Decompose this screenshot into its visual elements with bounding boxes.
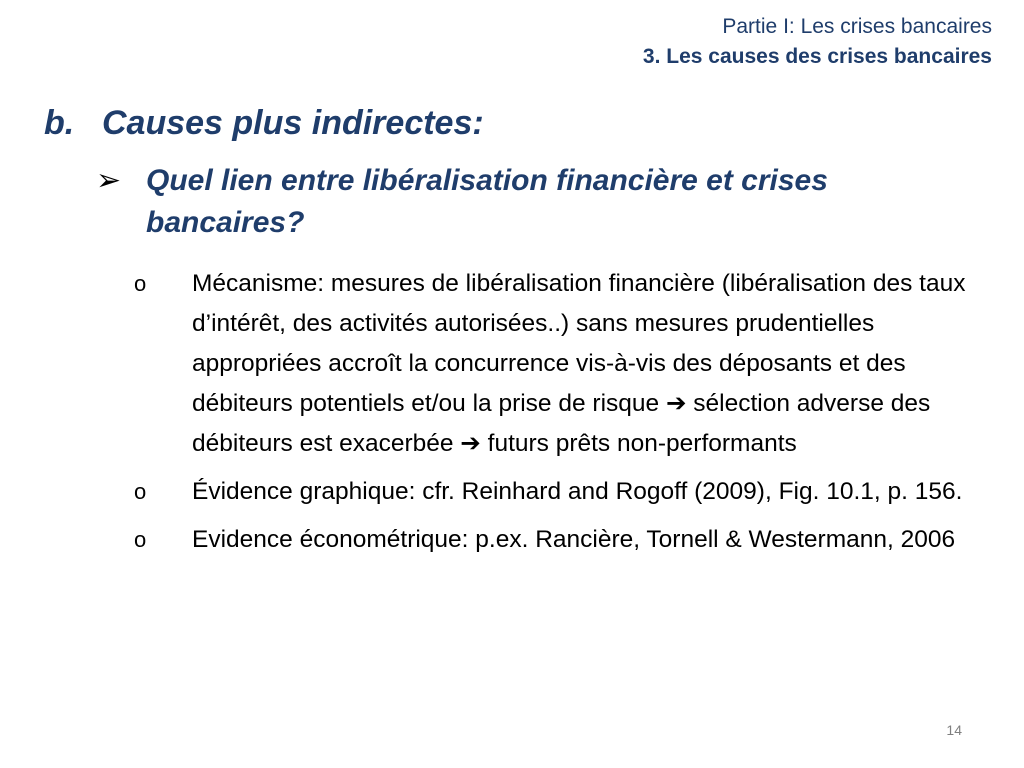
list-item-text: Évidence graphique: cfr. Reinhard and Rogoff (2009), Fig. 10.1, p. 156. [192, 478, 963, 505]
question-item [96, 160, 986, 244]
circle-bullet-icon: o [134, 271, 147, 296]
page-number: 14 [946, 722, 962, 738]
section-heading [44, 100, 484, 146]
list-item [134, 264, 974, 464]
slide-header [643, 12, 992, 72]
arrow-bullet-icon: ➢ [96, 164, 122, 197]
section-marker: b. [44, 104, 75, 142]
circle-bullet-icon: o [134, 527, 147, 552]
header-subtitle: 3. Les causes des crises bancaires [642, 45, 992, 68]
list-item [134, 472, 974, 512]
section-heading-text: Causes plus indirectes: [102, 104, 484, 142]
list-item-text: Evidence économétrique: p.ex. Rancière, Tornell & Westermann, 2006 [192, 526, 956, 553]
list-item [134, 520, 974, 560]
header-title: Partie I: Les crises bancaires [722, 15, 992, 38]
circle-bullet-icon: o [134, 479, 147, 504]
list-item-text: Mécanisme: mesures de libéralisation financière (libéralisation des taux d’intérêt, des activités autorisées..) sans mesures prudentielles appropriées accroît la concurrence vis-à-vis des déposants et des débiteurs potentiels et/ou la prise de risque ➔ sélection adverse des débiteurs est exacerbée ➔ futurs prêts non-performants [192, 270, 966, 457]
question-text: Quel lien entre libéralisation financière et crises bancaires? [146, 164, 828, 239]
bullet-list [134, 264, 974, 568]
